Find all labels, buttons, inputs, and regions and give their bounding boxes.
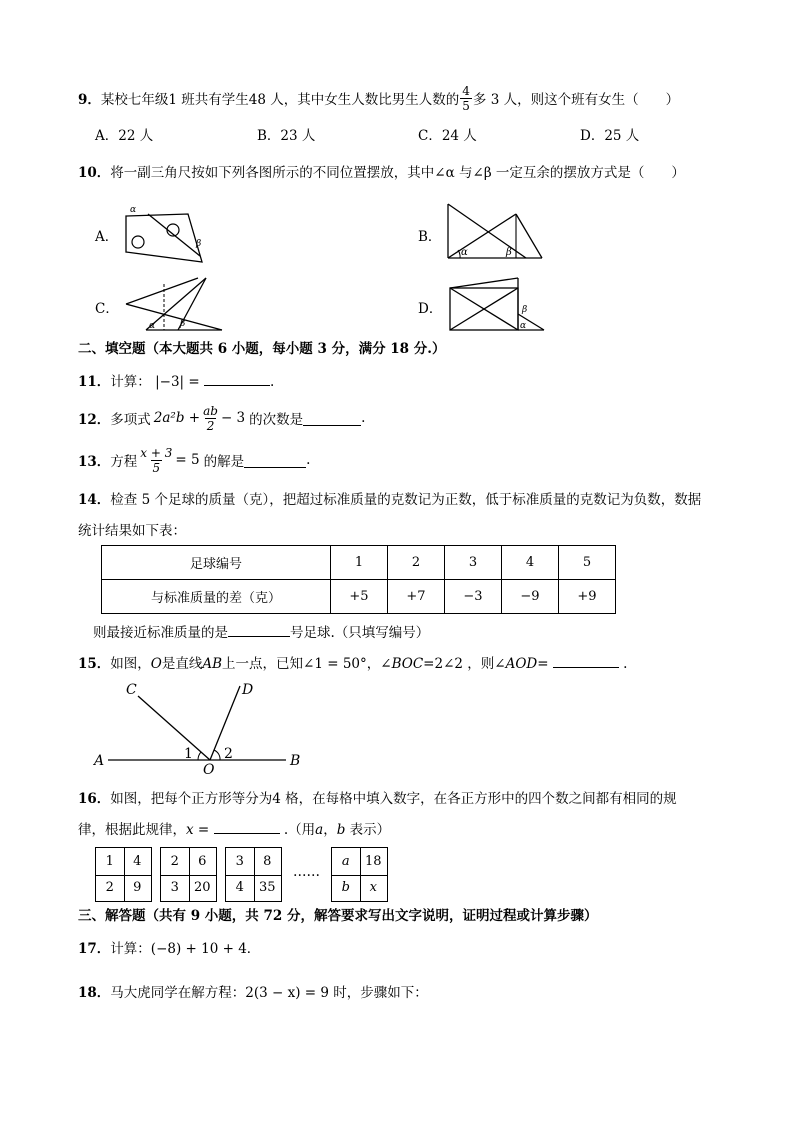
- q15-label-c: C: [126, 682, 137, 698]
- q15-label-a: A: [94, 753, 105, 769]
- square-cell: a: [341, 853, 350, 869]
- q18-expr: 2(3 − x) = 9: [245, 985, 329, 1001]
- q10-number: 10．: [78, 165, 111, 181]
- q16-dots: ……: [293, 864, 320, 880]
- q16-text-d: 表示）: [349, 822, 391, 838]
- q11-expr: |−3| =: [155, 374, 200, 390]
- q15-text-e: =: [537, 656, 549, 672]
- q14-after-b: 号足球.（只填写编号）: [290, 625, 430, 641]
- q16-square-last: [331, 847, 388, 902]
- q16-text-line1: 如图，把每个正方形等分为4 格，在每格中填入数字，在各正方形中的四个数之间都有相同的规: [110, 791, 677, 807]
- q15-boc: BOC: [391, 656, 424, 672]
- q12-blank: [303, 411, 361, 426]
- square-cell: 3: [235, 853, 244, 869]
- q13-blank: [244, 453, 306, 468]
- q9-option-c: C．24 人: [418, 128, 477, 144]
- square-cell: 6: [198, 853, 207, 869]
- q16-comma: ，: [323, 822, 337, 838]
- q15-end: .: [623, 656, 628, 672]
- square-cell: x: [369, 880, 377, 896]
- table-cell: 与标准质量的差（克）: [102, 580, 331, 614]
- q18-text-b: 时，步骤如下：: [333, 985, 428, 1001]
- q15-label-2: 2: [224, 746, 233, 762]
- q10-figure-b: [446, 202, 546, 262]
- table-cell: 3: [445, 546, 502, 580]
- q15-label-o: O: [203, 762, 215, 776]
- square-cell: 9: [133, 880, 142, 896]
- q12-expr-a: 2a²b +: [153, 410, 201, 426]
- q13-text-b: 的解是: [203, 454, 245, 470]
- q10-text: 将一副三角尺按如下列各图所示的不同位置摆放，其中∠α 与∠β 一定互余的摆放方式是（ ）: [110, 165, 685, 181]
- square-cell: 1: [105, 853, 114, 869]
- q16-line2: [78, 818, 390, 838]
- q9-option-d: D．25 人: [580, 128, 640, 144]
- q10c-beta: β: [180, 319, 186, 329]
- q13-number: 13．: [78, 454, 111, 470]
- q13-text-a: 方程: [110, 454, 138, 470]
- q14-after: [93, 621, 429, 641]
- q9-text-b: 多 3 人，则这个班有女生（ ）: [472, 92, 680, 108]
- q12-text-a: 多项式: [110, 412, 151, 428]
- q14-number: 14．: [78, 492, 111, 508]
- q14-after-a: 则最接近标准质量的是: [93, 625, 228, 641]
- q15-label-1: 1: [184, 746, 193, 762]
- q15-text-b: 是直线: [161, 656, 203, 672]
- q10-figure-c: [122, 274, 226, 334]
- q15-text-c: 上一点，已知∠1 = 50°，∠: [222, 656, 392, 672]
- table-cell: 5: [559, 546, 616, 580]
- q12-fraction: $\frac{ab}{2}$: [203, 403, 218, 433]
- q15-label-d: D: [242, 682, 254, 698]
- q9-stem: [78, 83, 680, 113]
- q14-table: [101, 545, 616, 614]
- q14-line1: [78, 488, 701, 508]
- q10d-alpha: α: [520, 321, 527, 331]
- q10b-beta: β: [506, 247, 512, 258]
- q15-aod: AOD: [505, 656, 538, 672]
- q10b-alpha: α: [461, 247, 468, 258]
- square-cell: 20: [193, 880, 211, 896]
- q18-number: 18．: [78, 985, 111, 1001]
- table-row: [102, 580, 616, 614]
- section2-title: 二、填空题（本大题共 6 小题，每小题 3 分，满分 18 分.）: [78, 341, 446, 357]
- q13-expr: = 5: [175, 452, 200, 468]
- square-cell: 18: [364, 853, 382, 869]
- q12-end: .: [361, 410, 366, 426]
- q9-number: 9．: [78, 92, 101, 108]
- table-cell: −9: [502, 580, 559, 614]
- table-cell: −3: [445, 580, 502, 614]
- q11-end: .: [270, 374, 275, 390]
- q16-number: 16．: [78, 791, 111, 807]
- section3-title: 三、解答题（共有 9 小题，共 72 分，解答要求写出文字说明，证明过程或计算步骤）: [78, 908, 598, 924]
- q17-expr: (−8) + 10 + 4: [150, 941, 247, 957]
- q12: [78, 401, 365, 435]
- q10-stem: [78, 161, 685, 181]
- q11: [78, 370, 274, 390]
- q9-fraction: $\frac{4}{5}$: [462, 83, 470, 113]
- square-cell: b: [341, 880, 350, 896]
- q17-text: 计算：: [110, 941, 151, 957]
- q9-option-b: B．23 人: [257, 128, 316, 144]
- q11-blank: [204, 371, 270, 386]
- q10a-beta: β: [196, 239, 202, 249]
- q16-text-a: 律，根据此规律，: [78, 822, 186, 838]
- q17: [78, 937, 260, 957]
- q14-line2: 统计结果如下表：: [78, 523, 186, 539]
- table-cell: +5: [331, 580, 388, 614]
- q11-number: 11．: [78, 374, 111, 390]
- q12-expr-b: − 3: [220, 410, 246, 426]
- square-cell: 35: [258, 880, 276, 896]
- q11-text: 计算：: [110, 374, 151, 390]
- q10-figure-a: [118, 204, 210, 266]
- q10-label-c: C．: [95, 301, 119, 317]
- q16-square-1: [95, 847, 152, 902]
- table-cell: +9: [559, 580, 616, 614]
- square-cell: 4: [235, 880, 244, 896]
- q9-option-a: A．22 人: [95, 128, 154, 144]
- q18: [78, 981, 428, 1001]
- q16-square-3: [225, 847, 282, 902]
- square-cell: 8: [263, 853, 272, 869]
- q15-o: O: [150, 656, 162, 672]
- q14-text-line1: 检查 5 个足球的质量（克），把超过标准质量的克数记为正数，低于标准质量的克数记为负数，数据: [110, 492, 702, 508]
- q15-figure: [90, 676, 310, 776]
- q15-blank: [553, 653, 619, 668]
- q16-eq: =: [197, 822, 210, 838]
- table-row: [102, 546, 616, 580]
- table-cell: +7: [388, 580, 445, 614]
- square-cell: 3: [170, 880, 179, 896]
- q13: [78, 443, 310, 477]
- q16-square-2: [160, 847, 217, 902]
- table-cell: 2: [388, 546, 445, 580]
- q16-text-c: .（用: [283, 822, 316, 838]
- q12-number: 12．: [78, 412, 111, 428]
- q18-text-a: 马大虎同学在解方程：: [110, 985, 246, 1001]
- q15: [78, 652, 627, 672]
- q15-number: 15．: [78, 656, 111, 672]
- q16-line1: [78, 787, 677, 807]
- q10-label-a: A．: [95, 229, 119, 245]
- table-cell: 足球编号: [102, 546, 331, 580]
- q9-text-a: 某校七年级1 班共有学生48 人，其中女生人数比男生人数的: [100, 92, 460, 108]
- q10d-beta: β: [522, 305, 528, 315]
- q17-number: 17．: [78, 941, 111, 957]
- q10-label-d: D．: [418, 301, 443, 317]
- q15-label-b: B: [290, 753, 301, 769]
- q10c-alpha: α: [149, 321, 156, 331]
- q13-end: .: [306, 452, 311, 468]
- square-cell: 2: [170, 853, 179, 869]
- q16-blank: [214, 819, 280, 834]
- q10-label-b: B．: [418, 229, 442, 245]
- q10a-alpha: α: [130, 205, 137, 215]
- q12-text-b: 的次数是: [249, 412, 304, 428]
- q14-blank: [228, 622, 290, 637]
- q16-b: b: [336, 822, 346, 838]
- square-cell: 4: [133, 853, 142, 869]
- q15-text-a: 如图，: [110, 656, 151, 672]
- q16-x: x: [186, 822, 194, 838]
- square-cell: 2: [105, 880, 114, 896]
- q15-text-d: =2∠2 ，则∠: [423, 656, 506, 672]
- q13-fraction: $\frac{x + 3}{5}$: [140, 445, 173, 475]
- table-cell: 1: [331, 546, 388, 580]
- table-cell: 4: [502, 546, 559, 580]
- q10-figure-d: [446, 274, 550, 334]
- q17-end: ．: [246, 941, 261, 957]
- q15-ab: AB: [202, 656, 223, 672]
- q16-a: a: [315, 822, 324, 838]
